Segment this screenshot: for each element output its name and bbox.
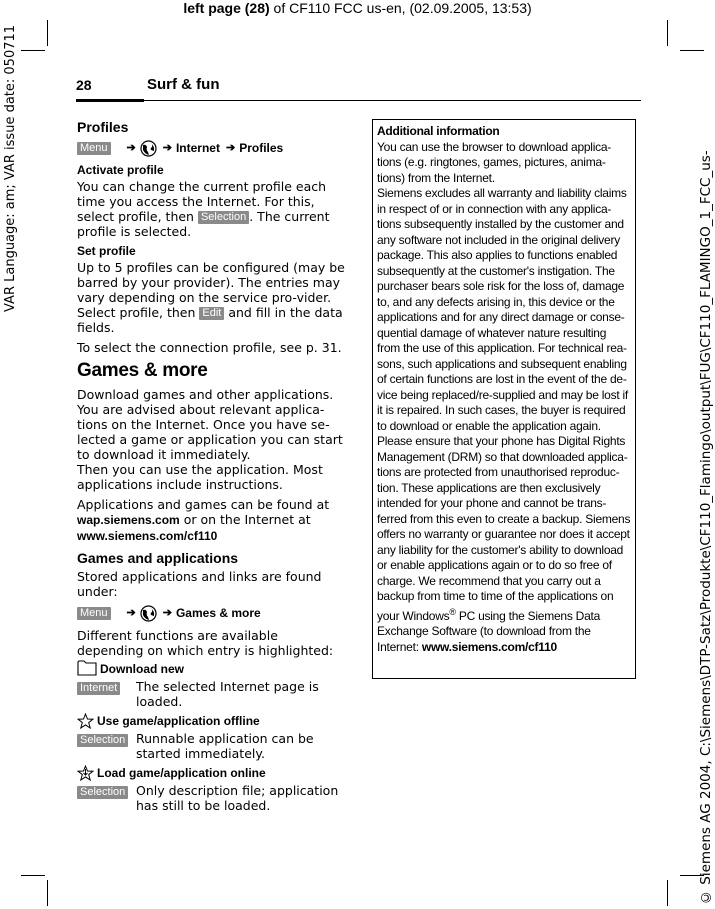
side-text-left: VAR Language: am; VAR issue date: 050711 (3, 25, 18, 313)
item-title: Use game/application offline (97, 714, 260, 728)
item-description: Only description file; application has still to be loaded. (136, 783, 339, 813)
offline-app-row (77, 731, 345, 761)
apps-text-2: Different functions are available depending on which entry is highlighted: (77, 628, 334, 658)
crop-mark (667, 20, 668, 46)
selection-key: Selection (77, 734, 128, 747)
crop-mark (21, 875, 45, 876)
crop-mark (680, 50, 704, 51)
star-download-icon (77, 765, 94, 781)
crop-mark (667, 880, 668, 906)
profiles-heading: Profiles (77, 119, 129, 135)
activate-profile-text (77, 179, 345, 239)
set-text-part: Up to 5 profiles can be configured (may be barred by your provider). The entries may vary depending on the service pro-vider. Select profile, then (77, 260, 345, 320)
apps-heading: Games and applications (77, 550, 239, 566)
internet-key: Internet (77, 682, 120, 695)
edit-key: Edit (199, 307, 224, 320)
nav-games: Games & more (175, 606, 261, 620)
info-text-1: You can use the browser to download applica-tions (e.g. ringtones, games, pictures, anima-tions) from the Internet. (377, 139, 612, 185)
arrow-icon: ➔ (162, 142, 172, 154)
games-text-part: or on the Internet at (179, 512, 311, 527)
page-number: 28 (76, 77, 92, 93)
info-text-2: Siemens excludes all warranty and liability claims in respect of or in connection with any applica-tions subsequently installed by the customer and any software not included in the original delivery package. This also applies to functions enabled subsequently at the customer's instigation. The purchaser bears sole risk for the loss of, damage to, and any defects arising in, this device or the applications and for any direct damage or conse-quential damage of whatever nature resulting from the use of this application. For technical rea-sons, such applications and subsequent enabling of certain functions are lost in the event of the de-vice being replaced/re-supplied and may be lost if it is repaired. In such cases, the buyer is required to download or enable the application again. (377, 186, 628, 433)
online-app-heading (77, 765, 345, 781)
section-title: Surf & fun (147, 76, 220, 93)
header-rule-thick (76, 99, 144, 102)
additional-info-box (372, 119, 636, 679)
wap-link[interactable]: wap.siemens.com (77, 513, 180, 527)
games-text-part: Applications and games can be found at (77, 497, 330, 512)
games-text-1: Download games and other applications. You are advised about relevant applica-tions on the Internet. Once you have se-lected a game or application you can start to download it immediately. (77, 387, 343, 462)
crop-mark (21, 50, 45, 51)
info-text-3 (377, 434, 631, 655)
games-text-2: Then you can use the application. Most applications include instructions. (77, 462, 323, 492)
set-profile-text (77, 260, 345, 335)
info-text-part: PC using the Siemens Data Exchange Software (to download from the Internet: (377, 608, 600, 654)
selection-key: Selection (77, 786, 128, 799)
download-new-row (77, 679, 345, 709)
arrow-icon: ➔ (126, 607, 136, 619)
menu-key: Menu (77, 607, 111, 620)
activate-profile-heading: Activate profile (77, 163, 164, 177)
menu-key: Menu (77, 142, 111, 155)
internet-globe-icon (140, 140, 157, 157)
item-title: Download new (100, 661, 184, 676)
profiles-nav-path (77, 139, 345, 158)
arrow-icon: ➔ (162, 607, 172, 619)
item-description: The selected Internet page is loaded. (136, 679, 319, 709)
apps-text-1: Stored applications and links are found under: (77, 569, 322, 599)
registered-mark: ® (449, 606, 456, 617)
arrow-icon: ➔ (225, 142, 236, 154)
web-link[interactable]: www.siemens.com/cf110 (77, 529, 218, 543)
item-description: Runnable application can be started immediately. (136, 731, 314, 761)
set-text-part: and fill in the data fields. (77, 305, 343, 335)
crop-mark (47, 20, 48, 46)
star-outline-icon (77, 713, 94, 729)
main-column (77, 118, 345, 817)
activate-text-part: You can change the current profile each time you access the Internet. For this, select profile, then (77, 179, 327, 224)
arrow-icon: ➔ (126, 142, 136, 154)
print-header-bold: left page (28) (183, 0, 270, 16)
offline-app-heading (77, 713, 345, 729)
print-header-rest: of CF110 FCC us-en, (02.09.2005, 13:53) (269, 0, 532, 16)
crop-mark (47, 880, 48, 906)
nav-internet: Internet (175, 141, 220, 155)
activate-text-part: . The current profile is selected. (77, 209, 330, 239)
connection-profile-text: To select the connection profile, see p. 31. (77, 340, 342, 355)
online-app-row (77, 783, 345, 813)
item-title: Load game/application online (97, 766, 266, 780)
download-new-heading (77, 660, 345, 677)
set-profile-heading: Set profile (77, 244, 136, 258)
info-web-link[interactable]: www.siemens.com/cf110 (421, 639, 557, 654)
info-title: Additional information (377, 124, 500, 138)
info-text-part: Please ensure that your phone has Digital Rights Management (DRM) so that downloaded applica-tions are protected from unauthorised reproduc-tion. These applications are then exclusively intended for your phone and cannot be trans-ferred from this even to create a backup. Siemens offers no warranty or guarantee nor does it accept any liability for the customer's ability to download or enable applications again or to do so free of charge. We recommend that you carry out a backup from time to time of the applications on your Windows (377, 434, 631, 623)
nav-profiles: Profiles (239, 141, 284, 155)
internet-globe-icon (140, 605, 157, 622)
folder-icon (77, 660, 97, 677)
side-text-right: © Siemens AG 2004, C:\Siemens\DTP-Satz\Produkte\CF110_Flamingo\output\FUG\CF110_FLAMINGO_1_FCC_us- (698, 150, 714, 905)
apps-nav-path (77, 604, 345, 623)
games-heading: Games & more (77, 360, 208, 381)
print-header (0, 0, 715, 16)
games-text-3 (77, 497, 345, 544)
header-rule (144, 100, 641, 101)
selection-key: Selection (198, 211, 249, 224)
